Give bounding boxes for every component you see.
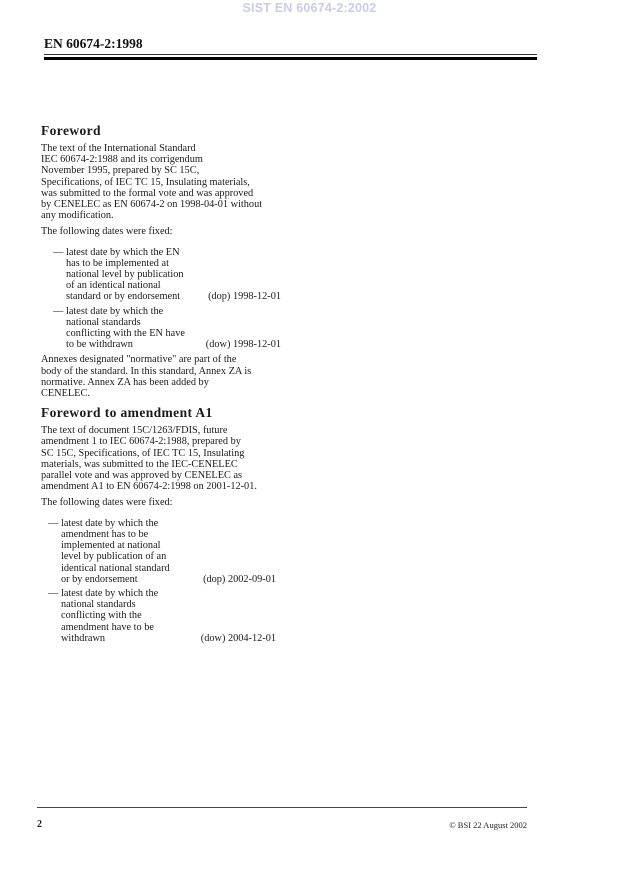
date-code: (dow): [205, 339, 231, 351]
foreword-heading: Foreword: [41, 123, 101, 138]
date-value: 2004-12-01: [227, 632, 276, 644]
footer-rule: [37, 807, 527, 808]
dash-bullet: —: [48, 517, 59, 529]
date-value: 1998-12-01: [232, 291, 281, 303]
page-number: 2: [37, 819, 42, 830]
date-item-dow: — latest date by which the national standards conflicting with the EN have to be withdrawn (dow) 1998-12-01: [53, 305, 281, 351]
dash-bullet: —: [53, 305, 64, 317]
date-code: (dop): [208, 291, 231, 303]
date-code: (dow): [200, 632, 226, 644]
amendment-heading: Foreword to amendment A1: [41, 405, 213, 421]
date-item-dop: — latest date by which the amendment has to be implemented at national level by publication of an identical national standard or by endorsement (dop) 2002-09-01: [48, 517, 276, 585]
date-value: 2002-09-01: [227, 573, 276, 585]
amendment-dates-list: [48, 518, 276, 644]
date-value: 1998-12-01: [232, 339, 281, 351]
date-code: (dop): [203, 573, 226, 585]
date-item-dow: — latest date by which the national standards conflicting with the amendment have to be withdrawn (dow) 2004-12-01: [48, 587, 276, 644]
watermark: SIST EN 60674-2:2002: [242, 1, 377, 15]
annex-note: Annexes designated "normative" are part of the body of the standard. In this standard, Annex ZA is normative. Annex ZA has been added by CENELEC.: [41, 354, 252, 400]
header-rule-thick: [44, 57, 537, 60]
foreword-dates-intro: The following dates were fixed:: [41, 226, 173, 238]
dash-bullet: —: [53, 246, 64, 258]
amendment-dates-intro: The following dates were fixed:: [41, 497, 173, 509]
foreword-intro: The text of the International Standard IEC 60674-2:1988 and its corrigendum November 1995, prepared by SC 15C, Specifications, of IEC TC 15, Insulating materials, was submitted to the formal vote and was approved by CENELEC as EN 60674-2 on 1998-04-01 without any modification.: [41, 143, 263, 222]
running-head: EN 60674-2:1998: [44, 36, 143, 51]
copyright-notice: © BSI 22 August 2002: [449, 820, 527, 830]
foreword-dates-list: [53, 247, 281, 351]
dash-bullet: —: [48, 587, 59, 599]
amendment-intro: The text of document 15C/1263/FDIS, future amendment 1 to IEC 60674-2:1988, prepared by SC 15C, Specifications, of IEC TC 15, Insulating materials, was submitted to the IEC-CENELEC parallel vote and was approved by CENELEC as amendment A1 to EN 60674-2:1998 on 2001-12-01.: [41, 425, 257, 493]
date-item-dop: — latest date by which the EN has to be implemented at national level by publication of an identical national standard or by endorsement (dop) 1998-12-01: [53, 246, 281, 303]
header-rule-thin: [44, 54, 537, 55]
main-column: [41, 123, 291, 648]
